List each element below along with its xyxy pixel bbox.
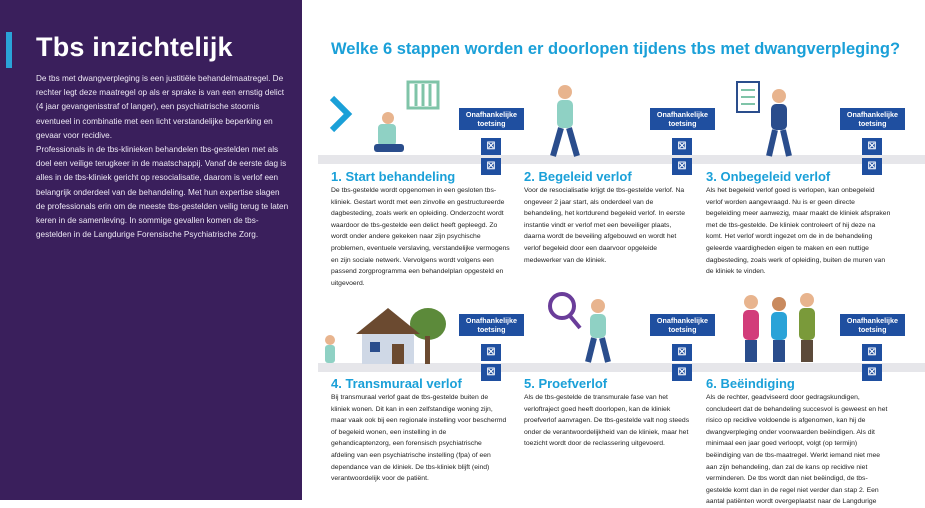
badge-line-1: Onafhankelijke [656,316,709,325]
house-illustration [318,300,448,366]
step-3-text: Als het begeleid verlof goed is verlopen, kan onbegeleid verlof worden aangevraagd. Nu is er geen directe begeleiding meer aanwezig, maar maakt de kliniek afspraken met de tbs-gestelde. De kliniek controleert of hij deze na komt. Het verlof wordt ingezet om de in de behandeling geleerde vaardigheden eigen te maken en een nuttige dagbesteding, zoals werk of opleiding, buiten de muren van de kliniek te vinden. [706,187,891,276]
checklist-illustration [733,80,803,160]
step-1-text: De tbs-gestelde wordt opgenomen in een gesloten tbs-kliniek. Gestart wordt met een zinvolle en gestructureerde dagbesteding, zoals werk en opleiding. Onderzocht wordt waardoor de tbs-gestelde een delict heeft gepleegd. Zo wordt onder andere gekeken naar zijn psychische problemen, eventuele verslaving, verstandelijke vermogens en zijn sociale netwerk. Vervolgens wordt volgens een passend zorgprogramma een behandelplan opgesteld en uitgevoerd. [331,187,510,287]
badge-line-2: toetsing [668,119,697,128]
independent-review-badge [459,108,524,172]
intro-panel [0,0,302,500]
badge-line-1: Onafhankelijke [656,110,709,119]
badge-line-2: toetsing [477,325,506,334]
step-5-text: Als de tbs-gestelde de transmurale fase van het verloftraject goed heeft doorlopen, kan de kliniek proefverlof aanvragen. De tbs-gestelde valt nog steeds onder de verantwoordelijkheid van de kliniek, maar het toezicht wordt door de reclassering uitgevoerd. [524,394,690,448]
step-5-title: 5. Proefverlof [524,376,608,391]
bars-icon [408,82,438,108]
walking-person-illustration [535,84,595,160]
checkbox-icon: ☒ [481,138,501,155]
checkbox-icon: ☒ [862,138,882,155]
step-2-text: Voor de resocialisatie krijgt de tbs-gestelde verlof. Na ongeveer 2 jaar start, als onderdeel van de behandeling, het kortdurend begeleid verlof. In eerste instantie vindt er verlof met een beveiliger plaats, daarna wordt de beveiling afgebouwd en wordt het verlof begeleid door een daarvoor opgeleide medewerker van de kliniek. [524,187,685,264]
checkbox-icon: ☒ [481,158,501,175]
independent-review-badge [459,314,524,378]
step-1-title: 1. Start behandeling [331,169,456,184]
step-4-text: Bij transmuraal verlof gaat de tbs-gestelde buiten de kliniek wonen. Dit kan in een zelfstandige woning zijn, maar vaak ook bij een regionale instelling voor beschermd of begeleid wonen, een instelling in de gehandicaptenzorg, een forensisch psychiatrische afdeling van een psychiatrische instelling (fpa) of een dependance van de kliniek. De tbs-kliniek blijft (eind) verantwoordelijk voor de patiënt. [331,394,507,483]
step-3-title: 3. Onbegeleid verlof [706,169,831,184]
intro-paragraph-1: De tbs met dwangverpleging is een justitiële behandelmaatregel. De rechter legt deze maatregel op als er sprake is van een ernstig delict (4 jaar gevangenisstraf of langer), een psychiatrische stoornis eventueel in combinatie met een licht verstandelijke beperking en gevaar voor recidive. [36,74,285,140]
accent-bar [6,32,12,68]
intro-paragraph-2: Professionals in de tbs-klinieken behandelen tbs-gestelden met als doel een veilige terugkeer in de maatschappij. Vanaf de eerste dag is alles in de tbs-kliniek gericht op resocialisatie, daarom is verlof een belangrijk onderdeel van de behandeling. Met hun expertise slagen de professionals erin om de meeste tbs-gestelden veilig terug te laten keren in de samenleving. In sommige gevallen komen de tbs-gestelden in de Langdurige Forensische Psychiatrische Zorg. [36,145,289,240]
badge-line-2: toetsing [858,119,887,128]
people-group-illustration [735,292,825,364]
checkbox-icon: ☒ [481,364,501,381]
step-2-title: 2. Begeleid verlof [524,169,632,184]
badge-line-1: Onafhankelijke [846,316,899,325]
magnifier-illustration [540,290,620,364]
checkbox-icon: ☒ [672,344,692,361]
start-illustration [328,80,448,160]
badge-line-2: toetsing [858,325,887,334]
badge-line-2: toetsing [668,325,697,334]
panel-title: Tbs inzichtelijk [36,32,233,62]
checkbox-icon: ☒ [672,158,692,175]
badge-line-1: Onafhankelijke [846,110,899,119]
checkbox-icon: ☒ [862,344,882,361]
checkbox-icon: ☒ [672,138,692,155]
badge-line-1: Onafhankelijke [465,316,518,325]
independent-review-badge [840,314,905,378]
page-title: Welke 6 stappen worden er doorlopen tijdens tbs met dwangverpleging? [331,40,901,58]
checkbox-icon: ☒ [862,158,882,175]
checkbox-icon: ☒ [481,344,501,361]
independent-review-badge [840,108,905,172]
badge-line-2: toetsing [477,119,506,128]
step-6-text: Als de rechter, geadviseerd door gedragskundigen, concludeert dat de behandeling succesvol is geweest en het risico op recidive voldoende is afgenomen, kan hij de dwangverpleging onder voorwaarden beëindigen. Als dit minimaal een jaar goed verloopt, volgt (op termijn) beëindiging van de tbs-maatregel. Werkt iemand niet mee aan zijn behandeling, dan zal de kans op recidive niet verminderen. De tbs wordt dan niet beëindigd, de tbs-gestelde komt dan in de regel niet verder dan stap 2. Een aantal patiënten wordt overgeplaatst naar de Langdurige [706,394,888,506]
step-4-title: 4. Transmuraal verlof [331,376,462,391]
checkbox-icon: ☒ [672,364,692,381]
badge-line-1: Onafhankelijke [465,110,518,119]
checkbox-icon: ☒ [862,364,882,381]
independent-review-badge [650,314,715,378]
independent-review-badge [650,108,715,172]
step-6-title: 6. Beëindiging [706,376,795,391]
